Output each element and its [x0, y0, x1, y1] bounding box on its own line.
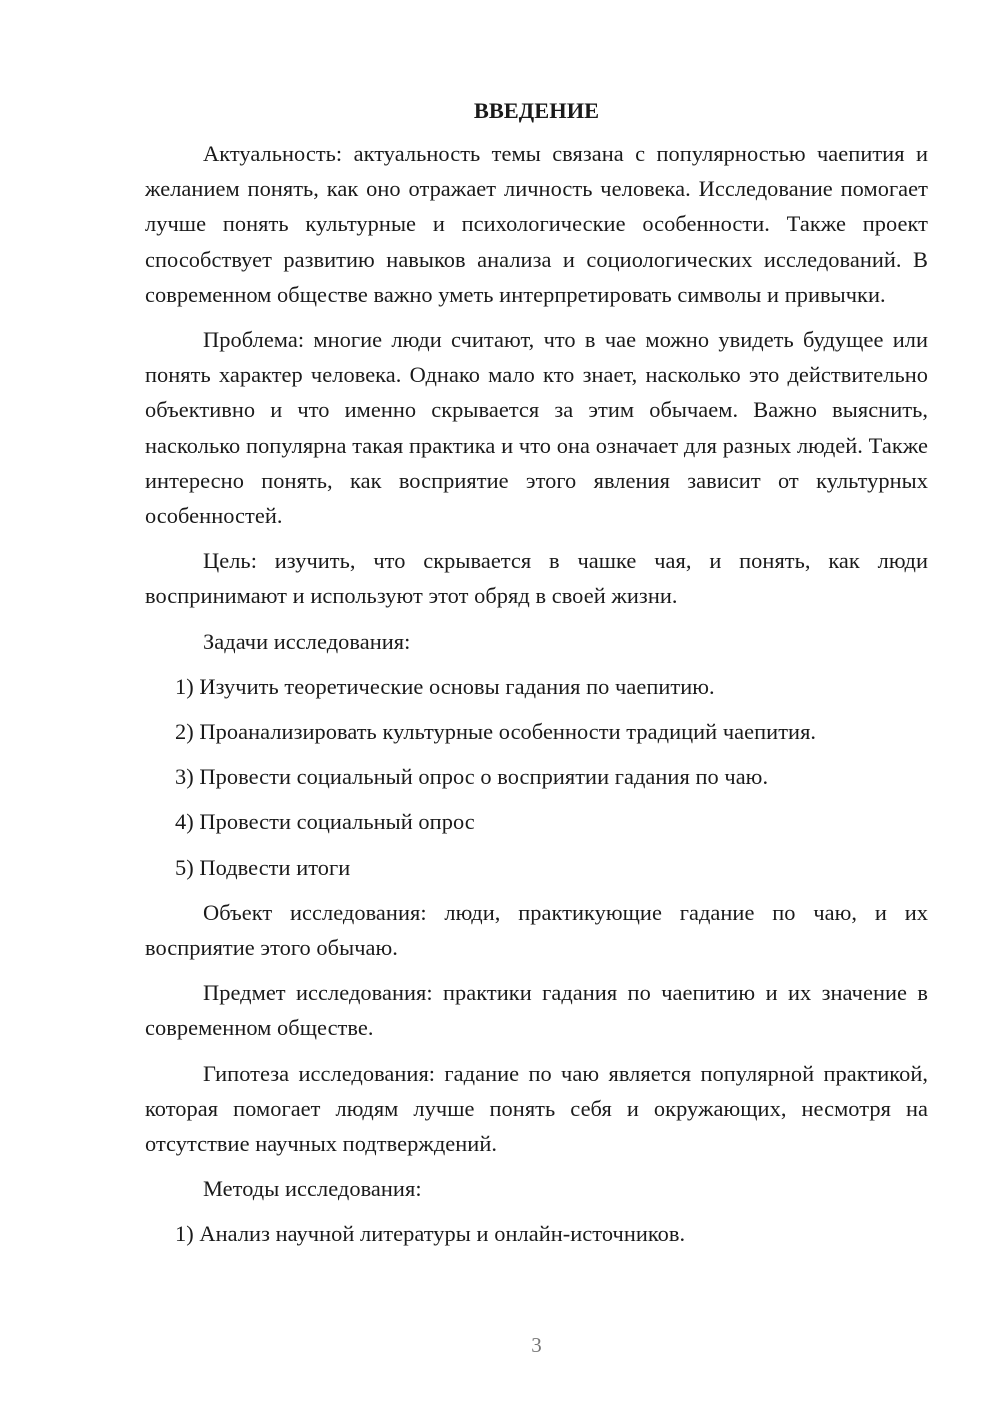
list-item: 1) Изучить теоретические основы гадания по чаепитию. [175, 673, 715, 699]
tasks-heading: Задачи исследования: [203, 628, 411, 654]
list-item: 2) Проанализировать культурные особенности традиций чаепития. [175, 719, 817, 745]
tasks-list [145, 669, 928, 885]
hypothesis-paragraph: Гипотеза исследования: гадание по чаю является популярной практикой, которая помогает людям лучше понять себя и окружающих, несмотря на отсутствие научных подтверждений. [145, 1060, 928, 1157]
methods-heading: Методы исследования: [203, 1176, 422, 1202]
relevance-paragraph: Актуальность: актуальность темы связана с популярностью чаепития и желанием понять, как оно отражает личность человека. Исследование помогает лучше понять культурные и психологические особенности. Также проект способствует развитию навыков анализа и социологических исследований. В современном обществе важно уметь интерпретировать символы и привычки. [145, 141, 928, 307]
section-title: ВВЕДЕНИЕ [473, 98, 600, 123]
list-item: 3) Провести социальный опрос о восприятии гадания по чаю. [175, 764, 769, 790]
methods-list [145, 1216, 928, 1251]
page-number: 3 [531, 1333, 542, 1357]
list-item: 1) Анализ научной литературы и онлайн-источников. [175, 1221, 686, 1247]
object-paragraph: Объект исследования: люди, практикующие гадание по чаю, и их восприятие этого обычаю. [145, 899, 928, 961]
goal-paragraph: Цель: изучить, что скрывается в чашке чая, и понять, как люди воспринимают и используют этот обряд в своей жизни. [145, 548, 928, 609]
subject-paragraph: Предмет исследования: практики гадания по чаепитию и их значение в современном обществе. [145, 980, 928, 1041]
problem-paragraph: Проблема: многие люди считают, что в чае можно увидеть будущее или понять характер человека. Однако мало кто знает, насколько это действительно объективно и что именно скрывается за этим обычаем. Важно выяснить, насколько популярна такая практика и что она означает для разных людей. Также интересно понять, как восприятие этого явления зависит от культурных особенностей. [145, 327, 928, 529]
page-content [145, 96, 928, 1262]
list-item: 5) Подвести итоги [175, 854, 351, 880]
list-item: 4) Провести социальный опрос [175, 809, 475, 835]
